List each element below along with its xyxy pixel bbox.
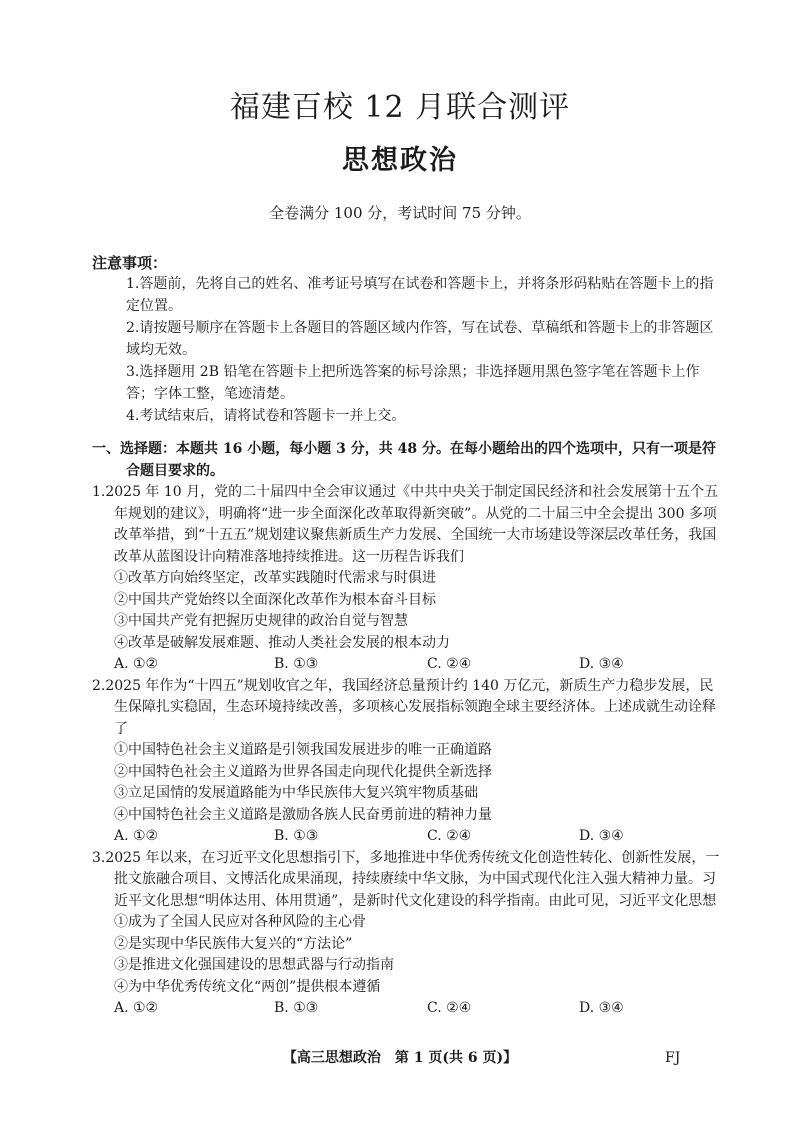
choice-row [92, 998, 722, 1020]
statement: ①中国特色社会主义道路是引领我国发展进步的唯一正确道路 [114, 742, 492, 758]
choice-a: A. ①② [114, 828, 159, 844]
choice-b: B. ①③ [274, 828, 319, 844]
choice-a: A. ①② [114, 1000, 159, 1016]
choice-b: B. ①③ [274, 1000, 319, 1016]
statement: ③中国共产党有把握历史规律的政治自觉与智慧 [114, 613, 408, 629]
subject-title: 思想政治 [342, 145, 458, 176]
footer-label: 【高三思想政治 第 1 页(共 6 页)】 [282, 1050, 518, 1066]
footer-code: FJ [665, 1050, 681, 1066]
statement: ③立足国情的发展道路能为中华民族伟大复兴筑牢物质基础 [114, 785, 478, 801]
question-stem: 1.2025 年 10 月，党的二十届四中全会审议通过《中共中央关于制定国民经济和社会发展第十五个五年规划的建议》，明确将“进一步全面深化改革取得新突破”。从党的二十届三中全会提出 300 多项改革举措，到“十五五”规划建议聚焦新质生产力发展、全国统一大市场建设等深层改革任务，我国改革从蓝图设计向精准落地持续推进。这一历程告诉我们 [92, 484, 719, 565]
choice-c: C. ②④ [427, 828, 472, 844]
statement: ②是实现中华民族伟大复兴的“方法论” [114, 935, 353, 952]
questions-section [92, 438, 722, 1020]
question-3 [92, 848, 722, 1020]
notice-item: 2.请按题号顺序在答题卡上各题目的答题区域内作答，写在试卷、草稿纸和答题卡上的非答题区域均无效。 [126, 320, 714, 358]
choice-row [92, 654, 722, 676]
choice-c: C. ②④ [427, 656, 472, 672]
statement: ④改革是破解发展难题、推动人类社会发展的根本动力 [114, 634, 450, 651]
statement: ③是推进文化强国建设的思想武器与行动指南 [114, 957, 394, 973]
notice-item: 3.选择题用 2B 铅笔在答题卡上把所选答案的标号涂黑；非选择题用黑色签字笔在答题卡上作答；字体工整，笔迹清楚。 [126, 364, 700, 402]
statement: ②中国共产党始终以全面深化改革作为根本奋斗目标 [114, 591, 436, 608]
question-stem: 3.2025 年以来，在习近平文化思想指引下，多地推进中华优秀传统文化创造性转化、创新性发展，一批文旅融合项目、文博活化成果涌现，持续赓续中华文脉，为中国式现代化注入强大精神力量。习近平文化思想“明体达用、体用贯通”，是新时代文化建设的科学指南。由此可见，习近平文化思想 [92, 849, 720, 909]
notice-item: 4.考试结束后，请将试卷和答题卡一并上交。 [126, 408, 406, 424]
choice-b: B. ①③ [274, 656, 319, 672]
notice-item: 1.答题前，先将自己的姓名、准考证号填写在试卷和答题卡上，并将条形码粘贴在答题卡上的指定位置。 [126, 276, 714, 314]
statement: ②中国特色社会主义道路为世界各国走向现代化提供全新选择 [114, 763, 492, 780]
score-note: 全卷满分 100 分，考试时间 75 分钟。 [269, 204, 531, 222]
statement: ④中国特色社会主义道路是激励各族人民奋勇前进的精神力量 [114, 806, 492, 823]
question-stem: 2.2025 年作为“十四五”规划收官之年，我国经济总量预计约 140 万亿元，新质生产力稳步发展，民生保障扎实稳固，生态环境持续改善，多项核心发展指标领跑全球主要经济体。上述成就生动诠释了 [92, 677, 716, 737]
choice-d: D. ③④ [579, 828, 624, 844]
question-1 [92, 482, 722, 676]
section-heading: 一、选择题：本题共 16 小题，每小题 3 分，共 48 分。在每小题给出的四个选项中，只有一项是符合题目要求的。 [92, 441, 716, 479]
choice-a: A. ①② [114, 656, 159, 672]
choice-c: C. ②④ [427, 1000, 472, 1016]
statement: ④为中华优秀传统文化“两创”提供根本遵循 [114, 978, 381, 995]
question-2 [92, 676, 722, 848]
choice-d: D. ③④ [579, 656, 624, 672]
statement: ①成为了全国人民应对各种风险的主心骨 [114, 914, 366, 930]
choice-row [92, 826, 722, 848]
notice-heading: 注意事项： [92, 254, 168, 272]
choice-d: D. ③④ [579, 1000, 624, 1016]
statement: ①改革方向始终坚定，改革实践随时代需求与时俱进 [114, 570, 436, 586]
notice-list [122, 273, 722, 427]
exam-title: 福建百校 12 月联合测评 [229, 90, 571, 125]
